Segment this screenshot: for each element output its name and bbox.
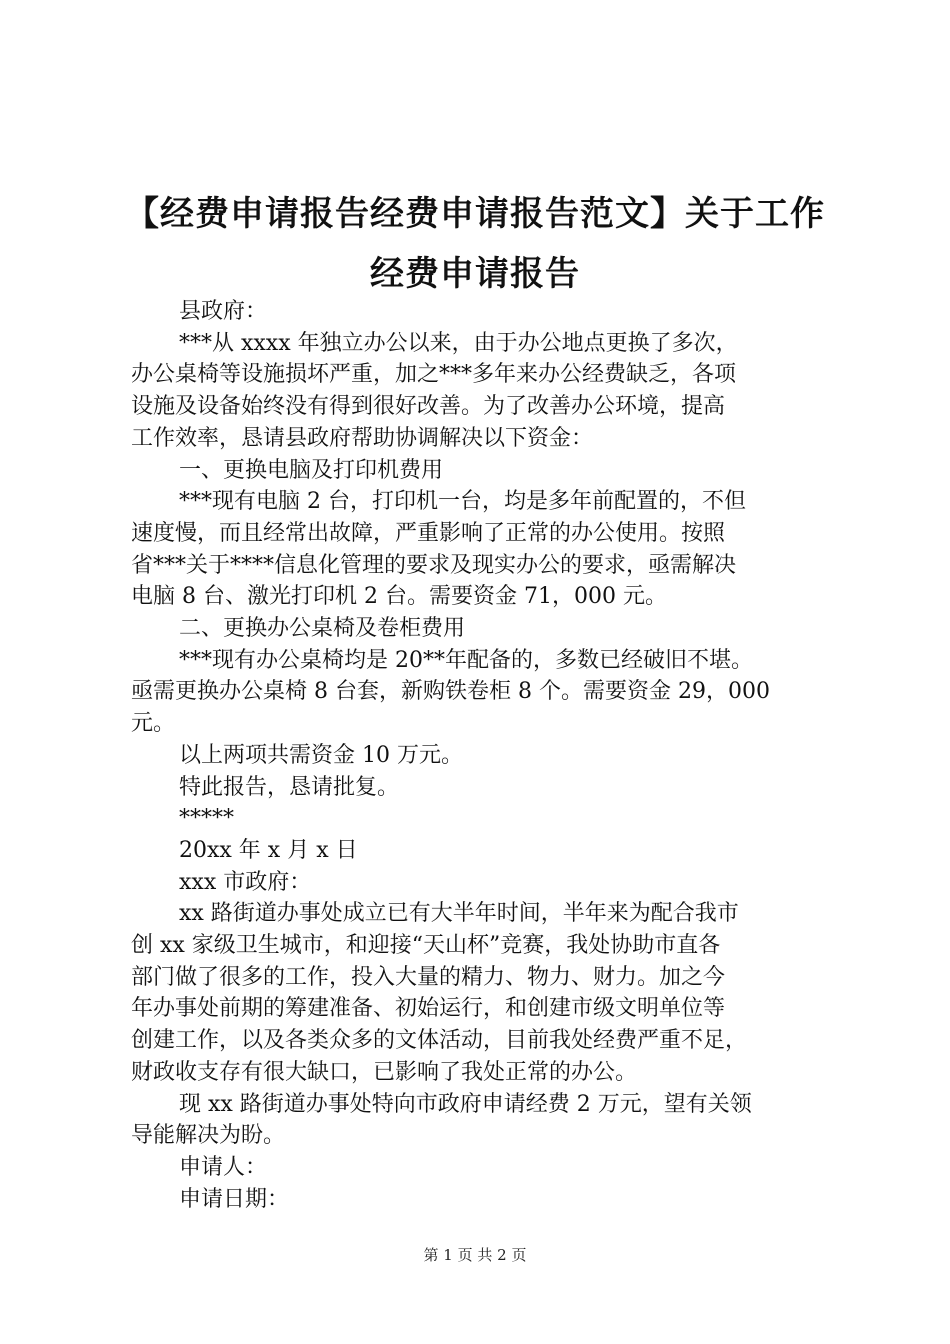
paragraph-line: 元。: [131, 711, 176, 737]
total-amount-line: 以上两项共需资金 10 万元。: [179, 742, 463, 768]
paragraph-line: 导能解决为盼。: [131, 1123, 286, 1149]
paragraph-line: 亟需更换办公桌椅 8 台套，新购铁卷柜 8 个。需要资金 29，000: [131, 679, 770, 705]
section-heading-computers: 一、更换电脑及打印机费用: [179, 457, 444, 483]
document-title-line1: 【经费申请报告经费申请报告范文】关于工作: [125, 194, 825, 234]
paragraph-line: 现 xx 路街道办事处特向市政府申请经费 2 万元，望有关领: [179, 1091, 752, 1117]
paragraph-line: 财政收支存有很大缺口，已影响了我处正常的办公。: [131, 1059, 638, 1085]
section-heading-furniture: 二、更换办公桌椅及卷柜费用: [179, 616, 466, 642]
paragraph-line: 速度慢，而且经常出故障，严重影响了正常的办公使用。按照: [131, 520, 726, 546]
applicant-field: 申请人：: [179, 1154, 268, 1180]
page-number-footer: 第 1 页 共 2 页: [423, 1246, 527, 1264]
salutation-county-government: 县政府：: [179, 299, 268, 324]
application-date-field: 申请日期：: [179, 1186, 290, 1212]
signature-line: *****: [179, 806, 234, 832]
paragraph-line: 部门做了很多的工作，投入大量的精力、物力、财力。加之今: [131, 964, 726, 990]
paragraph-line: xx 路街道办事处成立已有大半年时间，半年来为配合我市: [179, 901, 739, 927]
paragraph-line: 创建工作，以及各类众多的文体活动，目前我处经费严重不足，: [131, 1028, 748, 1054]
paragraph-line: 办公桌椅等设施损坏严重，加之***多年来办公经费缺乏，各项: [131, 362, 737, 388]
paragraph-line: 工作效率，恳请县政府帮助协调解决以下资金：: [131, 425, 594, 451]
paragraph-line: 电脑 8 台、激光打印机 2 台。需要资金 71，000 元。: [131, 584, 667, 610]
document-body: [131, 296, 831, 1215]
paragraph-line: 创 xx 家级卫生城市，和迎接“天山杯”竞赛，我处协助市直各: [131, 933, 721, 959]
paragraph-line: ***从 xxxx 年独立办公以来，由于办公地点更换了多次，: [179, 330, 738, 356]
paragraph-line: 年办事处前期的筹建准备、初始运行，和创建市级文明单位等: [131, 996, 726, 1022]
paragraph-line: ***现有办公桌椅均是 20**年配备的，多数已经破旧不堪。: [179, 647, 753, 673]
date-line: 20xx 年 x 月 x 日: [179, 837, 358, 863]
closing-request-line: 特此报告，恳请批复。: [179, 774, 400, 800]
salutation-city-government: xxx 市政府：: [179, 869, 312, 895]
paragraph-line: 省***关于****信息化管理的要求及现实办公的要求，亟需解决: [131, 552, 737, 578]
document-title-line2: 经费申请报告: [370, 254, 580, 294]
paragraph-line: ***现有电脑 2 台，打印机一台，均是多年前配置的，不但: [179, 489, 746, 515]
paragraph-line: 设施及设备始终没有得到很好改善。为了改善办公环境，提高: [131, 394, 726, 420]
